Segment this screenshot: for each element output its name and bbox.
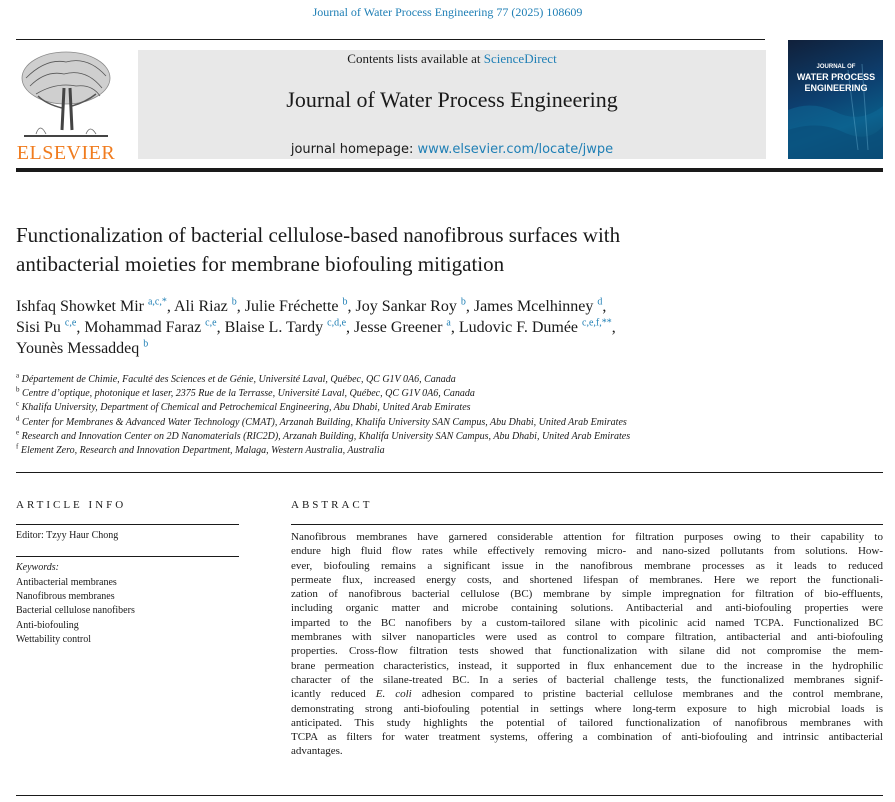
abstract-line: endure high fluid flow rates while effectively removing micro- and nano-sized pollutants from solutions. How- [291,545,883,558]
abstract-line: Nanofibrous membranes have garnered considerable attention for filtration purposes owing to their capability to [291,531,883,543]
affiliation-item [16,430,876,444]
species-name: E. coli [375,688,412,701]
author-name[interactable]: Sisi Pu [16,319,61,336]
affiliation-item [16,444,876,458]
section-divider [16,472,883,473]
journal-cover[interactable] [788,40,883,159]
author-affil[interactable]: c,e [205,317,217,329]
keywords-divider [16,556,239,557]
journal-banner [138,50,766,159]
author-name[interactable]: Jesse Greener [354,319,443,336]
affiliation-key: a [16,371,20,380]
author-name[interactable]: Julie Fréchette [244,298,339,315]
author-line-1: Ishfaq Showket Mir $^{a,c,*}$, Ali Riaz $^b$, Julie Fréchette $^b$, Joy Sankar Roy $^b$, James Mcelhinney $^d$, [16,296,607,315]
author-name[interactable]: Joy Sankar Roy [355,298,457,315]
affiliation-item [16,401,876,415]
author-list [16,296,876,359]
journal-citation[interactable]: Journal of Water Process Engineering 77 (2025) 108609 [312,5,583,19]
abstract-line: TCPA as filters for water treatment systems, offering a combination of anti-biofouling and intrinsic antibacterial [291,731,883,744]
cover-waves-icon [788,40,883,159]
article-title [16,221,876,279]
abstract-line: imparted to the BC nanofibers by a custom-tailored silane with picolinic acid named TCPA. Functionalized BC [291,616,883,629]
author-affil[interactable]: b [342,296,348,308]
abstract-line: anticipated. This study highlights the potential of tailored functionalization of nanofibrous membranes with [291,716,883,729]
abstract-body [291,530,883,759]
affiliation-key: e [16,428,20,437]
keywords-heading: Keywords: [16,562,59,573]
affiliation-text: Center for Membranes & Advanced Water Technology (CMAT), Arzanah Building, Khalifa University SAN Campus, Abu Dhabi, United Arab Emirates [22,416,627,428]
keyword-item: Antibacterial membranes [16,577,117,588]
article-info-divider [16,524,239,525]
bottom-divider [16,795,883,796]
author-name[interactable]: Ishfaq Showket Mir [16,298,144,315]
contents-prefix: Contents lists available at [347,51,484,66]
abstract-line: ever, biofouling remains a significant issue in the nanofibrous membrane processes as it leads to reduced [291,559,883,572]
abstract-line: membranes with silver nanoparticles were used as control to compare filtration, antibacterial and anti-biofouling [291,631,883,644]
affiliation-key: d [16,414,20,423]
abstract-line: brane permeation characteristics, instead, it supported in flux enhancement due to the increase in the hydrophilic [291,659,883,672]
keyword-item: Nanofibrous membranes [16,591,115,603]
elsevier-tree-icon [16,48,116,140]
affiliation-item [16,373,876,387]
keyword-item: Wettability control [16,633,92,645]
abstract-line-12 [291,687,883,701]
author-affil[interactable]: b [143,338,149,350]
keyword-item: Bacterial cellulose nanofibers [16,605,135,617]
affiliation-text: Département de Chimie, Faculté des Sciences et de Génie, Université Laval, Québec, QC G1V 0A6, Canada [21,374,456,385]
abstract-heading: ABSTRACT [291,499,373,511]
abstract-line: demonstrating strong anti-biofouling potential in settings where long-term exposure to high microbial loads is [291,702,883,715]
affiliation-text: Khalifa University, Department of Chemical and Petrochemical Engineering, Abu Dhabi, United Arab Emirates [21,402,471,414]
affiliation-key: b [16,385,20,394]
author-line-3 [16,338,876,359]
cover-line-3: ENGINEERING [804,83,868,93]
author-name[interactable]: Mohammad Faraz [84,319,202,336]
abstract-line: including organic matter and microbe containing solutions. Antibacterial and anti-biofouling properties were [291,602,883,615]
elsevier-logo[interactable] [16,48,116,164]
homepage-prefix: journal homepage: [290,142,418,157]
contents-line [138,51,766,67]
cover-line-1: JOURNAL OF [816,64,856,70]
author-name[interactable]: Younès Messaddeq [16,340,140,357]
publisher-name: ELSEVIER [16,142,116,164]
title-line-2: antibacterial moieties for membrane biofouling mitigation [16,252,505,276]
affiliation-key: c [16,400,20,409]
homepage-line [138,142,766,157]
abstract-fragment: icantly reduced [291,688,376,701]
author-affil[interactable]: b [460,296,466,308]
affiliation-key: f [16,442,19,451]
abstract-line: advantages. [291,745,343,758]
author-name[interactable]: Ali Riaz [174,298,228,315]
article-info-heading: ARTICLE INFO [16,499,127,511]
affiliation-item [16,387,876,401]
author-affil[interactable]: c,d,e [327,317,347,329]
affiliation-text: Research and Innovation Center on 2D Nanomaterials (RIC2D), Arzanah Building, Khalifa University SAN Campus, Abu Dhabi, United Arab Emirates [21,430,631,442]
affiliation-text: Centre d’optique, photonique et laser, 2375 Rue de la Terrasse, Université Laval, Québec, QC G1V 0A6, Canada [22,388,475,400]
abstract-line: properties. Cross-flow filtration tests showed that functionalization with silane did not compromise the mem- [291,645,883,658]
keywords-list [16,576,135,647]
journal-title: Journal of Water Process Engineering [286,87,618,112]
abstract-divider [291,524,883,525]
affiliation-text: Element Zero, Research and Innovation Department, Malaga, Western Australia, Australia [20,445,385,457]
author-affil[interactable]: c,e,f,** [582,317,612,329]
abstract-line: zation of nanofibrous bacterial cellulose (BC) membrane by simple impregnation for filtration of bio-effluents, [291,588,883,601]
author-name[interactable]: James Mcelhinney [473,298,594,315]
sciencedirect-link[interactable]: ScienceDirect [483,51,557,66]
keyword-item: Anti-biofouling [16,619,79,631]
cover-line-2: WATER PROCESS [796,72,876,82]
homepage-link[interactable]: www.elsevier.com/locate/jwpe [417,142,614,157]
author-affil[interactable]: b [231,296,237,308]
author-name[interactable]: Ludovic F. Dumée [458,319,579,336]
author-affil[interactable]: d [597,296,603,308]
top-divider [16,39,765,40]
affiliation-item [16,416,876,430]
editor-line: Editor: Tzyy Haur Chong [16,530,119,541]
affiliations [16,373,876,458]
author-affil[interactable]: c,e [64,317,77,329]
title-line-1: Functionalization of bacterial cellulose-based nanofibrous surfaces with [16,223,621,247]
abstract-line: permeate flux, increased energy costs, and shortened lifespan of membranes. Here we report the functionali- [291,573,883,586]
author-line-2: Sisi Pu $^{c,e}$, Mohammad Faraz $^{c,e}$, Blaise L. Tardy $^{c,d,e}$, Jesse Greener $^a$, Ludovic F. Dumée $^{c,e,f,**}$, [16,317,616,336]
header-divider [16,168,883,172]
abstract-line: character of the silane-treated BC. In a series of bacterial challenge tests, the functionalized membranes signif- [291,673,883,686]
abstract-fragment: adhesion compared to pristine bacterial cellulose membranes and the control membrane, [411,688,883,701]
author-affil[interactable]: a,c,* [147,296,167,308]
author-affil[interactable]: a [446,317,451,329]
author-name[interactable]: Blaise L. Tardy [224,319,324,336]
